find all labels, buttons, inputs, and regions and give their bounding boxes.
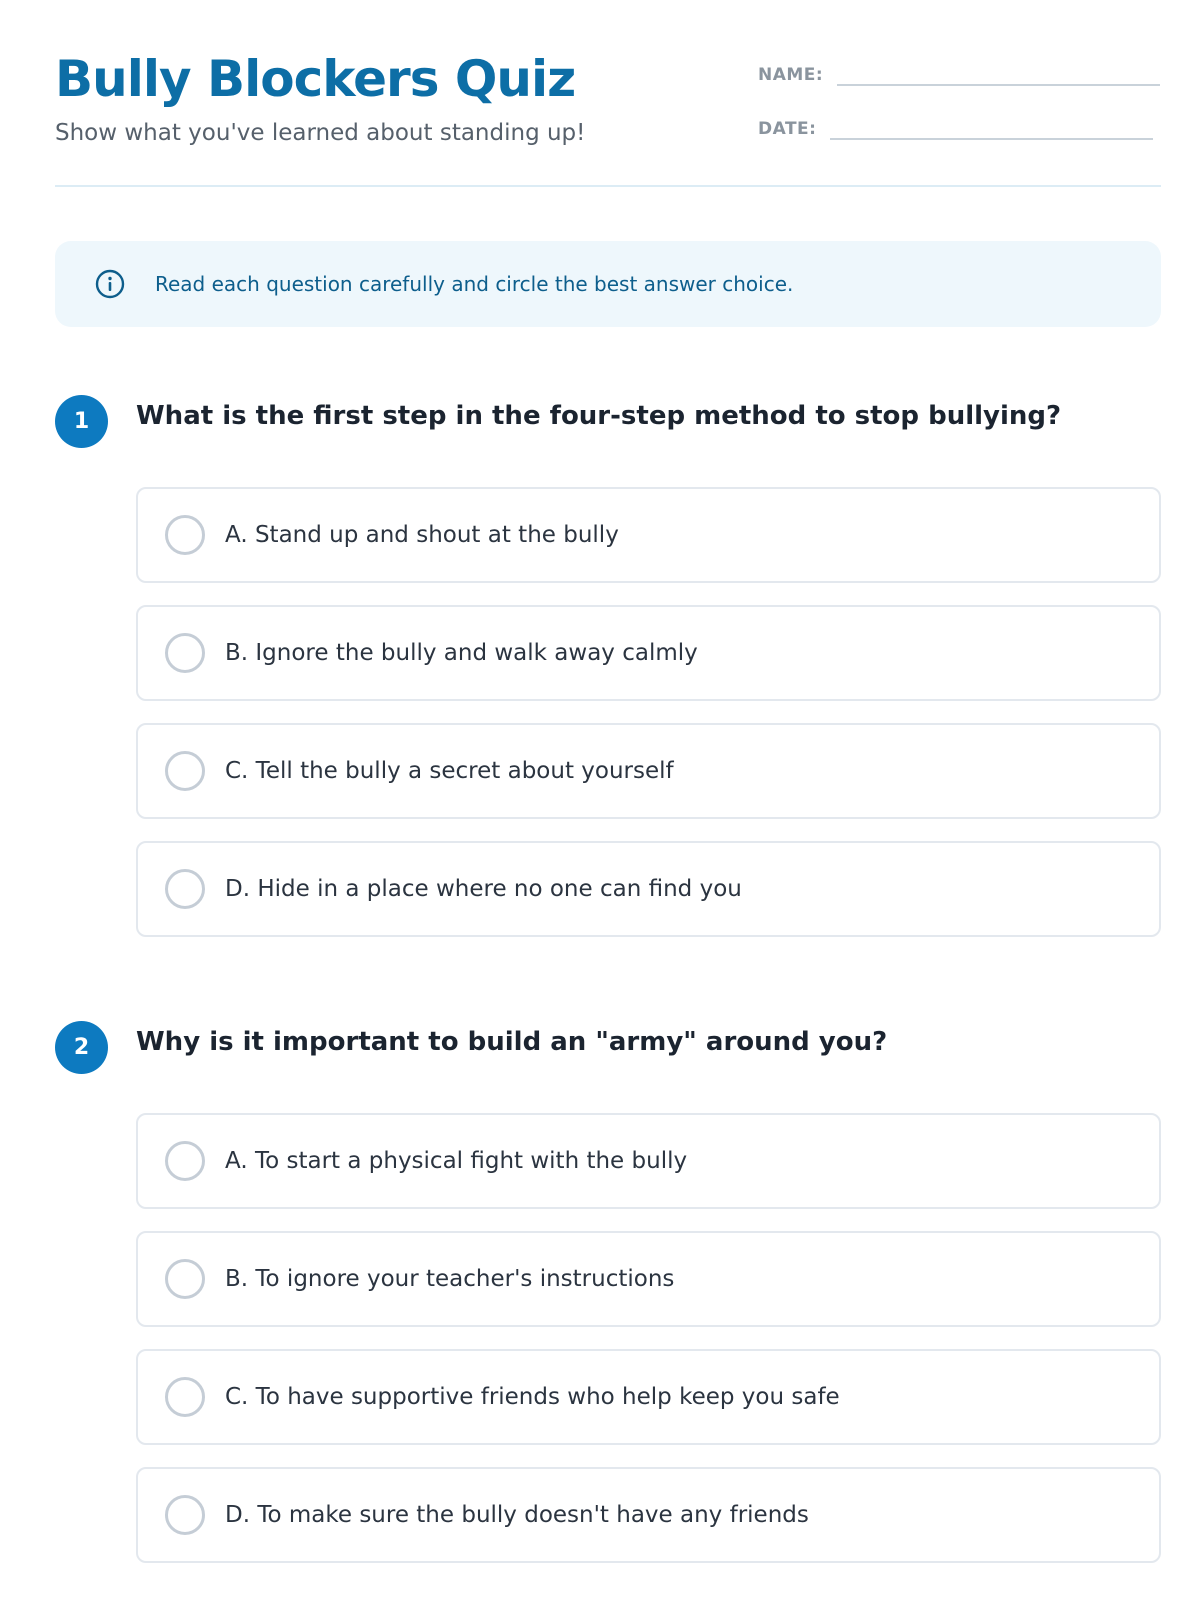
answer-label: C. To have supportive friends who help keep you safe (225, 1384, 840, 1410)
question-number-badge: 1 (55, 395, 108, 448)
answer-label: A. Stand up and shout at the bully (225, 522, 619, 548)
answer-option-b[interactable] (136, 1231, 1161, 1327)
radio-circle-icon[interactable] (165, 869, 205, 909)
answer-option-a[interactable] (136, 487, 1161, 583)
answer-label: D. Hide in a place where no one can find you (225, 876, 742, 902)
date-field (758, 116, 1153, 140)
answer-options (136, 487, 1161, 959)
answer-label: A. To start a physical fight with the bully (225, 1148, 688, 1174)
quiz-header (55, 0, 1161, 187)
answer-label: D. To make sure the bully doesn't have any friends (225, 1502, 809, 1528)
radio-circle-icon[interactable] (165, 633, 205, 673)
instructions-banner (55, 241, 1161, 327)
question-2 (55, 1021, 1161, 1528)
answer-option-d[interactable] (136, 1467, 1161, 1563)
answer-label: B. Ignore the bully and walk away calmly (225, 640, 698, 666)
instructions-text: Read each question carefully and circle the best answer choice. (155, 272, 794, 296)
page-title: Bully Blockers Quiz (55, 50, 576, 108)
answer-options (136, 1113, 1161, 1585)
date-blank-line[interactable] (830, 116, 1153, 140)
question-1 (55, 395, 1161, 902)
name-label: NAME: (758, 65, 824, 85)
answer-label: B. To ignore your teacher's instructions (225, 1266, 675, 1292)
name-field (758, 62, 1160, 86)
date-label: DATE: (758, 119, 817, 139)
radio-circle-icon[interactable] (165, 1141, 205, 1181)
quiz-page (55, 0, 1161, 1528)
radio-circle-icon[interactable] (165, 1259, 205, 1299)
answer-option-c[interactable] (136, 723, 1161, 819)
radio-circle-icon[interactable] (165, 1495, 205, 1535)
radio-circle-icon[interactable] (165, 751, 205, 791)
answer-option-b[interactable] (136, 605, 1161, 701)
radio-circle-icon[interactable] (165, 1377, 205, 1417)
question-text: What is the first step in the four-step method to stop bullying? (136, 401, 1062, 431)
answer-option-d[interactable] (136, 841, 1161, 937)
answer-option-a[interactable] (136, 1113, 1161, 1209)
page-subtitle: Show what you've learned about standing up! (55, 120, 586, 146)
answer-label: C. Tell the bully a secret about yourself (225, 758, 674, 784)
answer-option-c[interactable] (136, 1349, 1161, 1445)
name-blank-line[interactable] (837, 62, 1160, 86)
question-header (55, 1021, 1161, 1077)
radio-circle-icon[interactable] (165, 515, 205, 555)
info-icon (95, 269, 125, 299)
question-text: Why is it important to build an "army" around you? (136, 1027, 888, 1057)
question-number-badge: 2 (55, 1021, 108, 1074)
question-header (55, 395, 1161, 451)
